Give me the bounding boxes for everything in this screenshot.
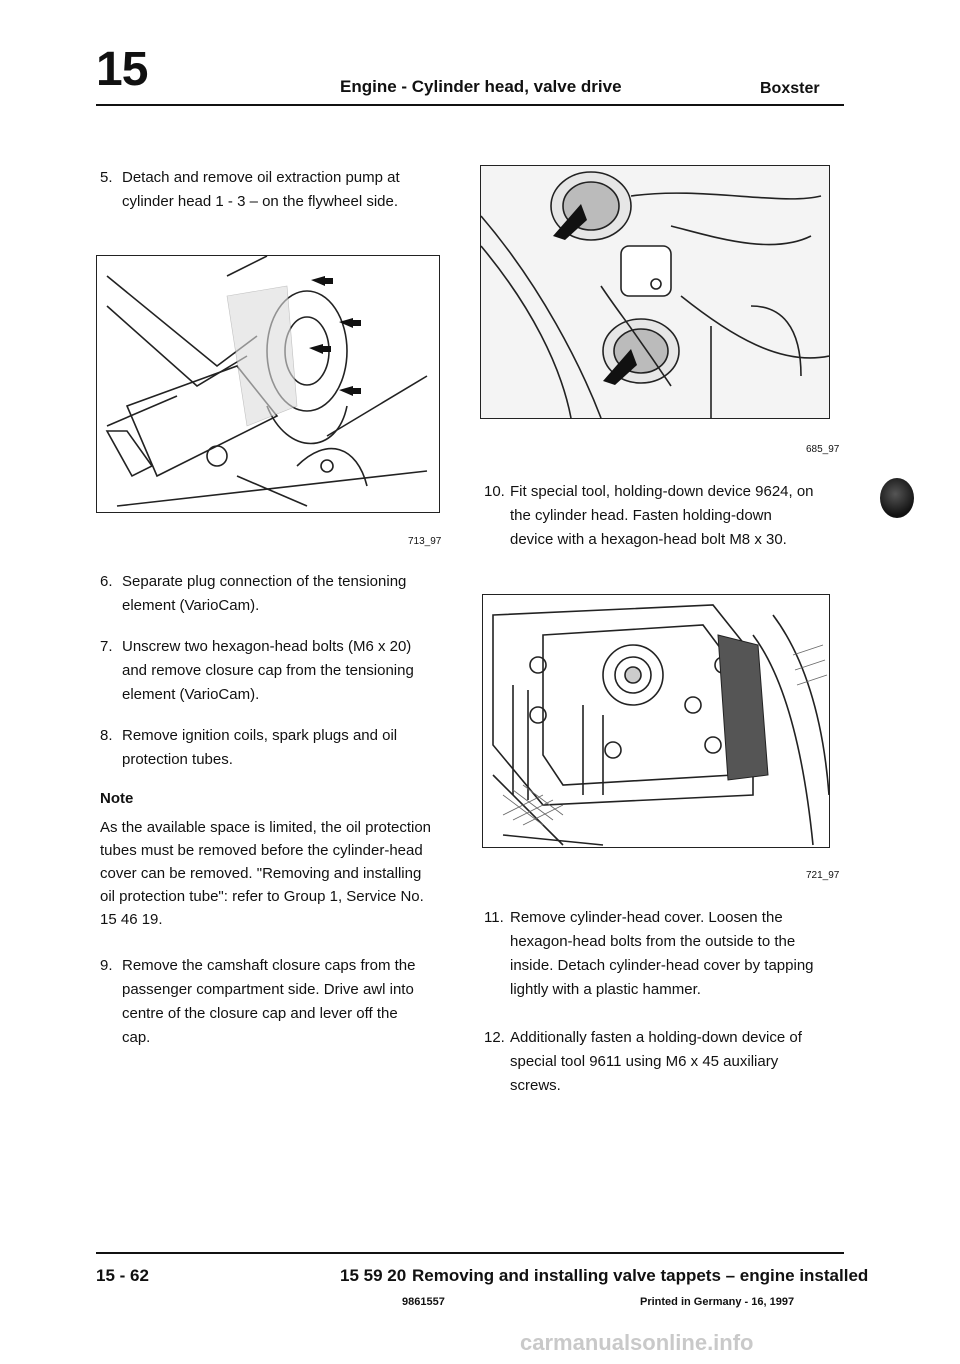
step-number: 9. (100, 957, 113, 974)
step-text: Remove ignition coils, spark plugs and oil protection tubes. (122, 727, 398, 768)
step-12 (484, 1026, 824, 1098)
step-text: Remove the camshaft closure caps from the passenger compartment side. Drive awl into centre of the closure cap and lever off the cap. (122, 957, 416, 1046)
oil-extraction-pump-illustration-icon (97, 256, 439, 512)
page-number: 15 - 62 (96, 1266, 149, 1285)
step-11 (484, 906, 824, 1002)
figure-caption: 721_97 (806, 870, 840, 881)
step-text: Additionally fasten a holding-down device of special tool 9611 using M6 x 45 auxiliary screws. (510, 1029, 802, 1094)
step-6 (100, 570, 430, 618)
model-name: Boxster (760, 80, 820, 97)
step-text: Fit special tool, holding-down device 9624, on the cylinder head. Fasten holding-down device with a hexagon-head bolt M8 x 30. (510, 483, 814, 548)
step-text: Separate plug connection of the tensioning element (VarioCam). (122, 573, 407, 614)
figure-oil-extraction-pump (96, 255, 440, 513)
step-8 (100, 724, 430, 772)
figure-camshaft-closure-caps (480, 165, 830, 419)
step-number: 7. (100, 638, 113, 655)
step-text: Detach and remove oil extraction pump at cylinder head 1 - 3 – on the flywheel side. (122, 169, 400, 210)
step-7 (100, 635, 430, 707)
step-number: 12. (484, 1029, 505, 1046)
step-text: Unscrew two hexagon-head bolts (M6 x 20) and remove closure cap from the tensioning element (VarioCam). (122, 638, 414, 703)
part-number: 9861557 (402, 1296, 445, 1308)
watermark: carmanualsonline.info (520, 1330, 754, 1355)
step-number: 10. (484, 483, 505, 500)
step-number: 5. (100, 169, 113, 186)
figure-holding-down-device (482, 594, 830, 848)
footer-rule (96, 1252, 844, 1254)
print-info: Printed in Germany - 16, 1997 (640, 1296, 795, 1308)
group-number: 15 (96, 43, 148, 96)
footer-title: Removing and installing valve tappets – engine installed (412, 1266, 869, 1285)
note-text: As the available space is limited, the oil protection tubes must be removed before the cylinder-head cover can be removed. "Removing and installing oil protection tube": refer to Group 1, Service No. 15 46 19. (100, 819, 432, 928)
note-heading: Note (100, 790, 134, 807)
holding-down-device-illustration-icon (483, 595, 829, 847)
service-code: 15 59 20 (340, 1266, 407, 1285)
header-rule (96, 104, 844, 106)
step-10 (484, 480, 814, 552)
step-number: 6. (100, 573, 113, 590)
step-number: 11. (484, 909, 504, 926)
step-9 (100, 954, 430, 1050)
camshaft-closure-caps-illustration-icon (481, 166, 829, 418)
step-text: Remove cylinder-head cover. Loosen the hexagon-head bolts from the outside to the inside. Detach cylinder-head cover by tapping lightly with a plastic hammer. (510, 909, 814, 998)
figure-caption: 713_97 (408, 536, 442, 547)
figure-caption: 685_97 (806, 444, 840, 455)
page-title: Engine - Cylinder head, valve drive (340, 77, 622, 96)
step-number: 8. (100, 727, 113, 744)
step-5 (100, 166, 430, 214)
section-marker-icon (880, 478, 914, 518)
